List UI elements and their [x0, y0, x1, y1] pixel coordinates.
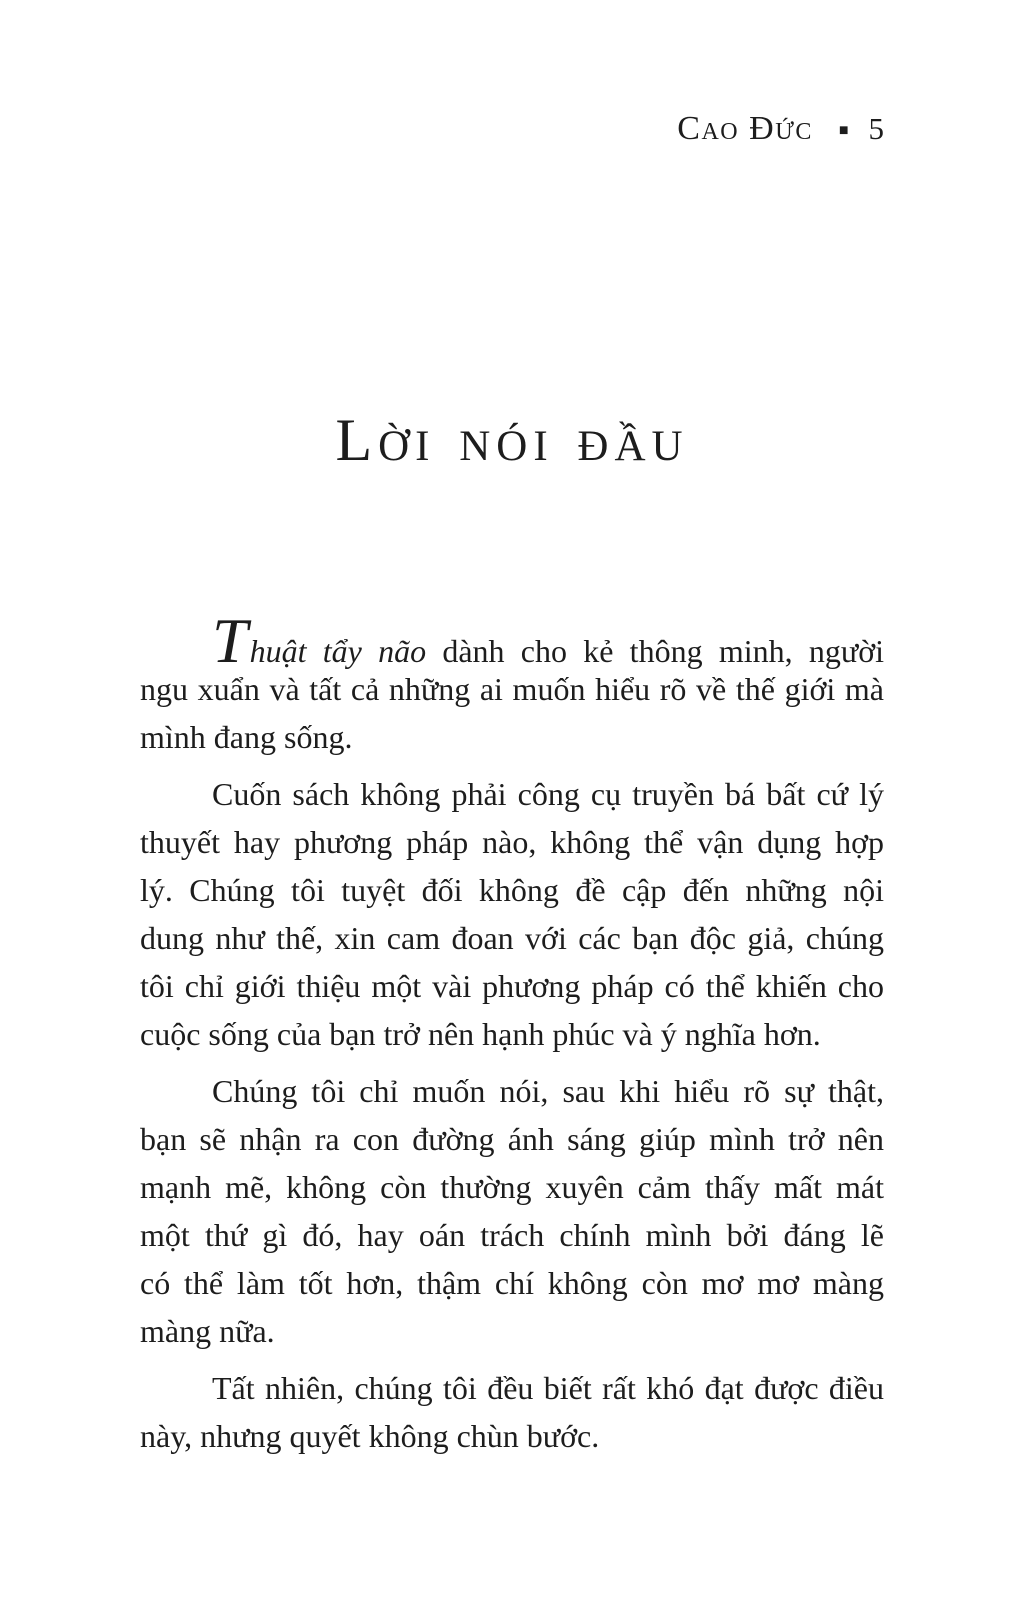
text-line: Cuốn sách không phải công cụ truyền bá bất cứ lý	[212, 776, 884, 812]
text-line: một thứ gì đó, hay oán trách chính mình bởi đáng lẽ	[140, 1217, 884, 1253]
text-line: Tất nhiên, chúng tôi đều biết rất khó đạt được điều	[212, 1370, 884, 1406]
text-line: mạnh mẽ, không còn thường xuyên cảm thấy mất mát	[140, 1169, 884, 1205]
body-text	[140, 605, 885, 1460]
drop-cap-initial: T	[212, 605, 248, 676]
text-line: bạn sẽ nhận ra con đường ánh sáng giúp mình trở nên	[140, 1121, 884, 1157]
author-name: Cao Đức	[677, 110, 813, 147]
text-line: dung như thế, xin cam đoan với các bạn độc giả, chúng	[140, 920, 884, 956]
text-line: màng nữa.	[140, 1313, 275, 1349]
text-line: cuộc sống của bạn trở nên hạnh phúc và ý nghĩa hơn.	[140, 1016, 821, 1052]
text-line: tôi chỉ giới thiệu một vài phương pháp có thể khiến cho	[140, 968, 884, 1004]
text-line: Thuật tẩy não dành cho kẻ thông minh, người	[212, 605, 885, 676]
square-bullet-icon: ■	[838, 122, 849, 139]
paragraph	[140, 770, 884, 1058]
text-line: ngu xuẩn và tất cả những ai muốn hiểu rõ về thế giới mà	[140, 671, 884, 707]
chapter-title	[0, 408, 1024, 488]
chapter-title-rest: ỜI NÓI ĐẦU	[378, 423, 689, 470]
text-line: Chúng tôi chỉ muốn nói, sau khi hiểu rõ sự thật,	[212, 1073, 884, 1109]
paragraph	[140, 1067, 884, 1355]
text-line: mình đang sống.	[140, 719, 353, 755]
text-line: này, nhưng quyết không chùn bước.	[140, 1418, 600, 1454]
text-line: có thể làm tốt hơn, thậm chí không còn mơ mơ màng	[140, 1265, 884, 1301]
chapter-title-initial: L	[335, 407, 379, 473]
text-line: lý. Chúng tôi tuyệt đối không đề cập đến những nội	[140, 872, 884, 908]
text-line: thuyết hay phương pháp nào, không thể vận dụng hợp	[140, 824, 884, 860]
book-title-italic: huật tẩy não	[249, 633, 427, 669]
running-header	[677, 112, 884, 146]
paragraph	[140, 1364, 884, 1460]
paragraph	[140, 605, 885, 761]
page-number: 5	[868, 111, 884, 146]
